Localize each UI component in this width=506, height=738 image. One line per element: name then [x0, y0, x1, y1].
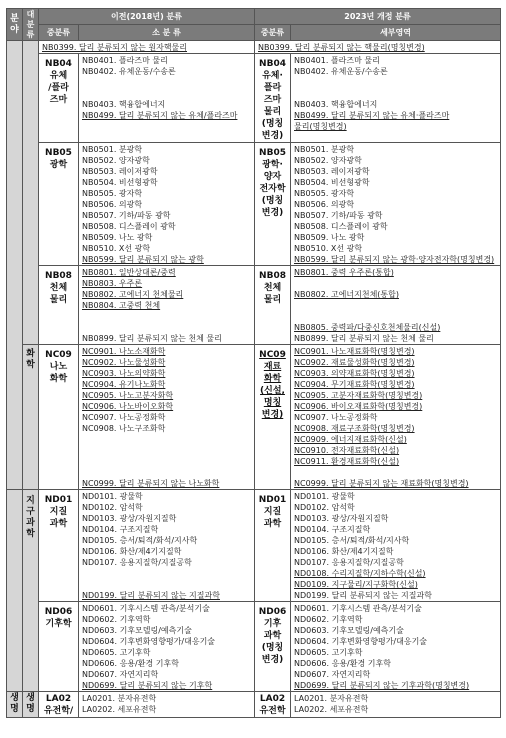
list-item: ND0101. 광물학 [82, 492, 143, 501]
list-item: NB0507. 기하/파동 광학 [294, 211, 383, 220]
header-small: 소 분 류 [79, 25, 255, 41]
list-item: ND0199. 달리 분류되지 않는 지질과학 [82, 591, 220, 600]
list-item: NB0506. 의광학 [82, 200, 143, 209]
major-cell-chemistry: 화 학 [23, 345, 39, 490]
list-item: NC0904. 유기나노화학 [82, 380, 166, 389]
header-old-title: 이전(2018년) 분류 [39, 9, 255, 25]
list-item: ND0603. 기후모델링/예측기술 [294, 626, 404, 635]
new-list-la02 [291, 692, 501, 718]
list-item: NC0903. 의약재료화학(명칭변경) [294, 369, 415, 378]
list-item: ND0199. 달리 분류되지 않는 지질과학 [294, 591, 432, 600]
old-mid-nb08: NB08 천체 물리 [39, 266, 79, 345]
new-list-nb08 [291, 266, 501, 345]
list-item [82, 568, 252, 579]
list-item: NC0904. 무기재료화학(명칭변경) [294, 380, 415, 389]
header-mid2: 중분류 [255, 25, 291, 41]
list-item: NB0499. 달리 분류되지 않는 유체·플라즈마 [294, 111, 450, 120]
list-item: NB0403. 핵융합에너지 [294, 100, 378, 109]
group-row [7, 143, 501, 266]
list-item: NB0599. 달리 분류되지 않는 광학 [82, 255, 204, 264]
list-item: ND0103. 광상/자원지질학 [294, 514, 389, 523]
major-cell-physics [23, 41, 39, 345]
old-mid-nc09: NC09 나노 화학 [39, 345, 79, 490]
field-cell-life: 생 명 [7, 692, 23, 718]
list-item [82, 77, 252, 88]
list-item: NB0506. 의광학 [294, 200, 355, 209]
list-item: NB0803. 우주론 [82, 279, 143, 288]
list-item: NB0599. 달리 분류되지 않는 광학·양자전자학(명칭변경) [294, 255, 495, 264]
list-item: ND0602. 기후역학 [82, 615, 151, 624]
list-item: NC0999. 달리 분류되지 않는 나노화학 [82, 479, 220, 488]
list-item: ND0105. 층서/퇴적/화석/지사학 [294, 536, 410, 545]
list-item: NC0901. 나노재료화학(명칭변경) [294, 347, 415, 356]
list-item: NC0905. 나노고분자화학 [82, 391, 174, 400]
header-mid: 중분류 [39, 25, 79, 41]
list-item: NB0402. 유체운동/수송론 [82, 67, 176, 76]
list-item: NC0903. 나노의약화학 [82, 369, 166, 378]
major-cell-earth: 지 구 과 학 [23, 490, 39, 692]
list-item: NB0508. 디스플레이 광학 [82, 222, 176, 231]
old-mid-nd01: ND01 지질 과학 [39, 490, 79, 602]
list-item: ND0109. 지구물리/지구화학(신설) [294, 580, 418, 589]
list-item: ND0103. 광상/자원지질학 [82, 514, 177, 523]
list-item: NB0510. X선 광학 [82, 244, 151, 253]
list-item [82, 322, 252, 333]
list-item: NB0801. 일반상대론/중력 [82, 268, 176, 277]
list-item: NB0501. 분광학 [294, 145, 355, 154]
list-item: ND0101. 광물학 [294, 492, 355, 501]
list-item [294, 88, 498, 99]
field-cell-physics [7, 41, 23, 490]
list-item: ND0607. 자연지리학 [294, 670, 371, 679]
header-field: 분 야 [7, 9, 23, 41]
old-list-nb04 [79, 54, 255, 143]
list-item: ND0606. 응용/환경 기후학 [294, 659, 391, 668]
list-item [82, 467, 252, 478]
list-item: NC0905. 고분자재료화학(명칭변경) [294, 391, 423, 400]
header-major: 대 분 류 [23, 9, 39, 41]
field-cell-earth [7, 490, 23, 692]
list-item: NC0906. 나노바이오화학 [82, 402, 174, 411]
new-mid-nb05: NB05 광학· 양자 전자학 (명칭 변경) [255, 143, 291, 266]
list-item: ND0107. 응용지질학/지질공학 [82, 558, 192, 567]
list-item: NB0802. 고에너지천체(통합) [294, 290, 399, 299]
list-item: LA0201. 분자유전학 [294, 694, 369, 703]
list-item: ND0106. 화산/제4기지질학 [294, 547, 394, 556]
list-item: NC0906. 바이오재료화학(명칭변경) [294, 402, 423, 411]
list-item [82, 579, 252, 590]
list-item: NC0902. 나노물성화학 [82, 358, 166, 367]
group-row [7, 490, 501, 602]
list-item: NC0999. 달리 분류되지 않는 재료화학(명칭변경) [294, 479, 469, 488]
list-item [82, 434, 252, 445]
list-item: NB0805. 중력파/다중신호천체물리(신설) [294, 323, 441, 332]
new-mid-nd01: ND01 지질 과학 [255, 490, 291, 602]
list-item: NB0899. 달리 분류되지 않는 천체 물리 [82, 334, 222, 343]
list-item: NC0901. 나노소재화학 [82, 347, 166, 356]
list-item: NB0801. 중력 우주론(통합) [294, 268, 394, 277]
group-row [7, 54, 501, 143]
list-item: NB0509. 나노 광학 [82, 233, 153, 242]
list-item: ND0105. 층서/퇴적/화석/지사학 [82, 536, 198, 545]
new-mid-nb08: NB08 천체 물리 [255, 266, 291, 345]
old-list-la02 [79, 692, 255, 718]
list-item [82, 311, 252, 322]
major-cell-life: 생 명 [23, 692, 39, 718]
list-item: LA0201. 분자유전학 [82, 694, 157, 703]
list-item [82, 456, 252, 467]
classification-table [6, 8, 501, 718]
new-mid-nb04: NB04 유체· 플라 즈마 물리 (명칭 변경) [255, 54, 291, 143]
list-item [294, 77, 498, 88]
new-top-item: NB0399. 달리 분류되지 않는 핵물리(명칭변경) [258, 43, 425, 52]
list-item [294, 300, 498, 311]
list-item: NB0899. 달리 분류되지 않는 천체 물리 [294, 334, 434, 343]
old-top-item: NB0399. 달리 분류되지 않는 원자핵물리 [42, 43, 188, 52]
list-item: NC0908. 재료구조화학(명칭변경) [294, 424, 415, 433]
list-item: NB0804. 고중력 천체 [82, 301, 161, 310]
list-item: ND0107. 응용지질학/지질공학 [294, 558, 404, 567]
list-item: ND0604. 기후변화영향평가/대응기술 [294, 637, 428, 646]
old-list-nd01 [79, 490, 255, 602]
list-item: ND0699. 달리 분류되지 않는 기후과학(명칭변경) [294, 681, 470, 690]
header-detail: 세부영역 [291, 25, 501, 41]
list-item: NB0504. 비선형광학 [82, 178, 158, 187]
new-list-nc09 [291, 345, 501, 490]
list-item: NB0504. 비선형광학 [294, 178, 370, 187]
list-item: NB0502. 양자광학 [294, 156, 362, 165]
list-item: NB0802. 고에너지 천체물리 [82, 290, 184, 299]
new-list-nd01 [291, 490, 501, 602]
list-item: ND0606. 응용/환경 기후학 [82, 659, 179, 668]
new-mid-nc09: NC09 재료 화학 (신설, 명칭 변경) [255, 345, 291, 490]
list-item [294, 467, 498, 478]
list-item: ND0699. 달리 분류되지 않는 기후학 [82, 681, 213, 690]
list-item [294, 311, 498, 322]
list-item: ND0102. 암석학 [294, 503, 355, 512]
list-item: NB0402. 유체운동/수송론 [294, 67, 388, 76]
list-item: NB0505. 광자학 [294, 189, 355, 198]
new-list-nb05 [291, 143, 501, 266]
list-item: NC0911. 환경재료화학(신설) [294, 457, 400, 466]
old-mid-nb04: NB04 유체 /플라 즈마 [39, 54, 79, 143]
list-item: ND0104. 구조지질학 [82, 525, 159, 534]
list-item: NB0502. 양자광학 [82, 156, 150, 165]
new-list-nd06 [291, 602, 501, 692]
list-item: NB0503. 레이저광학 [82, 167, 158, 176]
old-mid-la02: LA02 유전학/ [39, 692, 79, 718]
old-list-nb08 [79, 266, 255, 345]
list-item: ND0605. 고기후학 [82, 648, 151, 657]
group-row [7, 692, 501, 718]
list-item: NB0403. 핵융합에너지 [82, 100, 166, 109]
group-row [7, 602, 501, 692]
old-mid-nd06: ND06 기후학 [39, 602, 79, 692]
list-item: NB0505. 광자학 [82, 189, 143, 198]
list-item: ND0601. 기후시스템 관측/분석기술 [82, 604, 210, 613]
list-item: ND0603. 기후모델링/예측기술 [82, 626, 192, 635]
list-item: ND0602. 기후역학 [294, 615, 363, 624]
list-item: NB0501. 분광학 [82, 145, 143, 154]
list-item: ND0601. 기후시스템 관측/분석기술 [294, 604, 422, 613]
old-list-nd06 [79, 602, 255, 692]
list-item: NC0909. 에너지재료화학(신설) [294, 435, 407, 444]
list-item: NC0908. 나노구조화학 [82, 424, 166, 433]
new-list-nb04 [291, 54, 501, 143]
list-item: NC0910. 전자재료화학(신설) [294, 446, 400, 455]
list-item: ND0102. 암석학 [82, 503, 143, 512]
list-item: ND0108. 수리지질학/지하수학(신설) [294, 569, 426, 578]
group-row [7, 266, 501, 345]
new-mid-la02: LA02 유전학 [255, 692, 291, 718]
list-item: ND0104. 구조지질학 [294, 525, 371, 534]
list-item: NB0507. 기하/파동 광학 [82, 211, 171, 220]
list-item [294, 278, 498, 289]
list-item: 물리(명칭변경) [294, 122, 347, 131]
list-item: ND0605. 고기후학 [294, 648, 363, 657]
old-list-nb05 [79, 143, 255, 266]
list-item: LA0202. 세포유전학 [294, 705, 369, 714]
list-item: NB0508. 디스플레이 광학 [294, 222, 388, 231]
list-item: ND0106. 화산/제4기지질학 [82, 547, 182, 556]
list-item: NB0510. X선 광학 [294, 244, 363, 253]
new-mid-nd06: ND06 기후 과학 (명칭 변경) [255, 602, 291, 692]
list-item: NB0503. 레이저광학 [294, 167, 370, 176]
list-item: LA0202. 세포유전학 [82, 705, 157, 714]
list-item: NC0907. 나노공정화학 [294, 413, 378, 422]
list-item: NB0401. 플라즈마 물리 [82, 56, 168, 65]
group-row [7, 345, 501, 490]
list-item: ND0607. 자연지리학 [82, 670, 159, 679]
list-item: NC0907. 나노공정화학 [82, 413, 166, 422]
list-item: NC0902. 재료물성화학(명칭변경) [294, 358, 415, 367]
list-item [82, 88, 252, 99]
list-item: NB0509. 나노 광학 [294, 233, 365, 242]
new-top-row [255, 41, 501, 54]
old-mid-nb05: NB05 광학 [39, 143, 79, 266]
list-item: NB0401. 플라즈마 물리 [294, 56, 380, 65]
list-item: ND0604. 기후변화영향평가/대응기술 [82, 637, 216, 646]
list-item [82, 445, 252, 456]
list-item: NB0499. 달리 분류되지 않는 유체/플라즈마 [82, 111, 238, 120]
old-list-nc09 [79, 345, 255, 490]
old-top-row [39, 41, 255, 54]
header-new-title: 2023년 개정 분류 [255, 9, 501, 25]
